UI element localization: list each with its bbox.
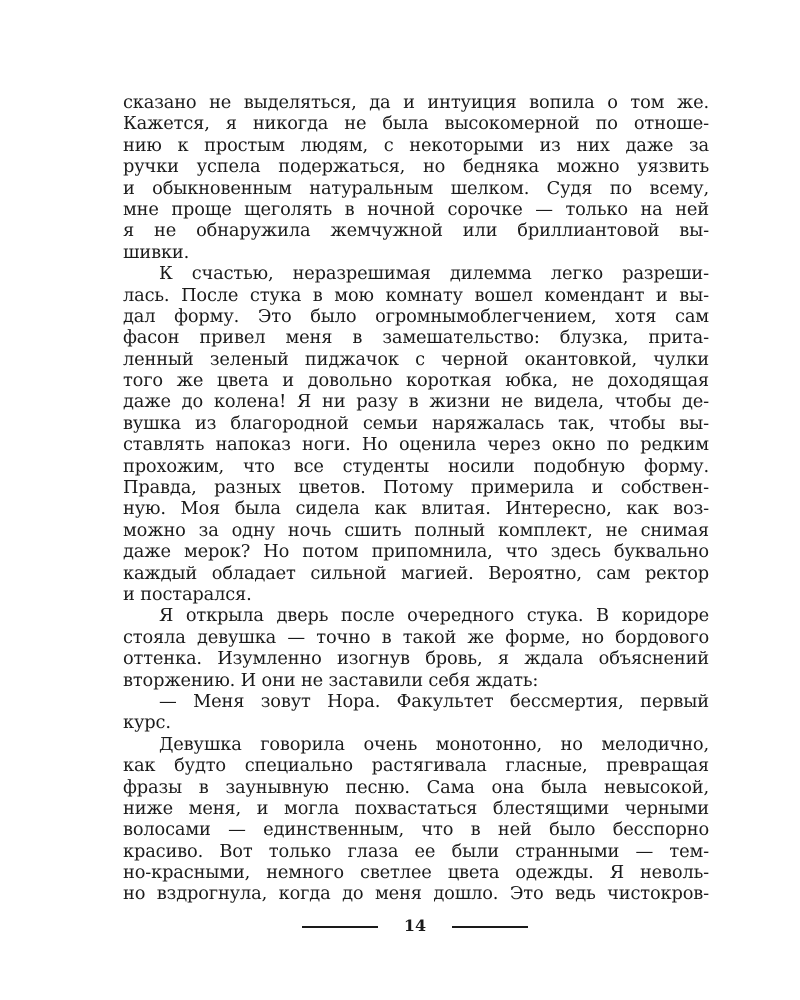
text-line: оттенка. Изумленно изогнув бровь, я ждала объяснений	[123, 648, 709, 670]
page-footer	[0, 914, 800, 938]
text-line: ную. Моя была сидела как влитая. Интересно, как воз-	[123, 498, 709, 520]
text-line: лась. После стука в мою комнату вошел комендант и вы-	[123, 284, 709, 306]
text-line: даже мерок? Но потом припомнила, что здесь буквально	[123, 541, 709, 563]
text-line: курс.	[123, 712, 171, 734]
text-line: даже до колена! Я ни разу в жизни не видела, чтобы де-	[123, 391, 709, 413]
text-line: красиво. Вот только глаза ее были странными — тем-	[123, 840, 709, 862]
text-line: ручки успела подержаться, но бедняка можно уязвить	[123, 156, 709, 178]
body-text	[123, 92, 709, 905]
text-line: Кажется, я никогда не была высокомерной по отноше-	[123, 113, 709, 135]
text-line: и обыкновенным натуральным шелком. Судя по всему,	[123, 177, 709, 199]
text-line: сказано не выделяться, да и интуиция вопила о том же.	[123, 92, 709, 113]
text-line: я не обнаружила жемчужной или бриллиантовой вы-	[123, 220, 709, 242]
text-line: вторжению. И они не заставили себя ждать:	[123, 669, 539, 691]
text-line: ставлять напоказ ноги. Но оценила через окно по редким	[123, 434, 709, 456]
text-line: но-красными, немного светлее цвета одежды. Я неволь-	[123, 862, 709, 884]
text-line: и постарался.	[123, 583, 252, 605]
text-line: Я открыла дверь после очередного стука. В коридоре	[159, 605, 709, 627]
footer-rule-right	[452, 926, 528, 928]
text-line: вушка из благородной семьи наряжалась так, чтобы вы-	[123, 412, 709, 434]
text-line: стояла девушка — точно в такой же форме, но бордового	[123, 626, 709, 648]
footer-rule-left	[302, 926, 378, 928]
text-line: Правда, разных цветов. Потому примерила и собствен-	[123, 477, 709, 499]
dialogue-line: — Меня зовут Нора. Факультет бессмертия, первый	[159, 690, 709, 712]
text-line: К счастью, неразрешимая дилемма легко разреши-	[159, 263, 709, 285]
text-line: нию к простым людям, с некоторыми из них даже за	[123, 134, 709, 156]
text-line: каждый обладает сильной магией. Вероятно, сам ректор	[123, 562, 709, 584]
page-number: 14	[403, 916, 427, 935]
text-line: дал форму. Это было огромнымоблегчением, хотя сам	[123, 305, 709, 327]
text-line: Девушка говорила очень монотонно, но мелодично,	[159, 733, 709, 755]
text-line: прохожим, что все студенты носили подобную форму.	[123, 455, 709, 477]
text-line: ленный зеленый пиджачок с черной окантовкой, чулки	[123, 348, 709, 370]
text-line: фразы в заунывную песню. Сама она была невысокой,	[123, 776, 709, 798]
text-line: ниже меня, и могла похвастаться блестящими черными	[123, 797, 709, 819]
text-line: фасон привел меня в замешательство: блузка, прита-	[123, 327, 709, 349]
text-line: мне проще щеголять в ночной сорочке — только на ней	[123, 198, 709, 220]
text-line: волосами — единственным, что в ней было бесспорно	[123, 819, 709, 841]
text-line: но вздрогнула, когда до меня дошло. Это ведь чистокров-	[123, 883, 709, 905]
text-line: можно за одну ночь сшить полный комплект, не снимая	[123, 519, 709, 541]
text-line: как будто специально растягивала гласные, превращая	[123, 755, 709, 777]
text-line: того же цвета и довольно короткая юбка, не доходящая	[123, 370, 709, 392]
text-line: шивки.	[123, 241, 190, 263]
